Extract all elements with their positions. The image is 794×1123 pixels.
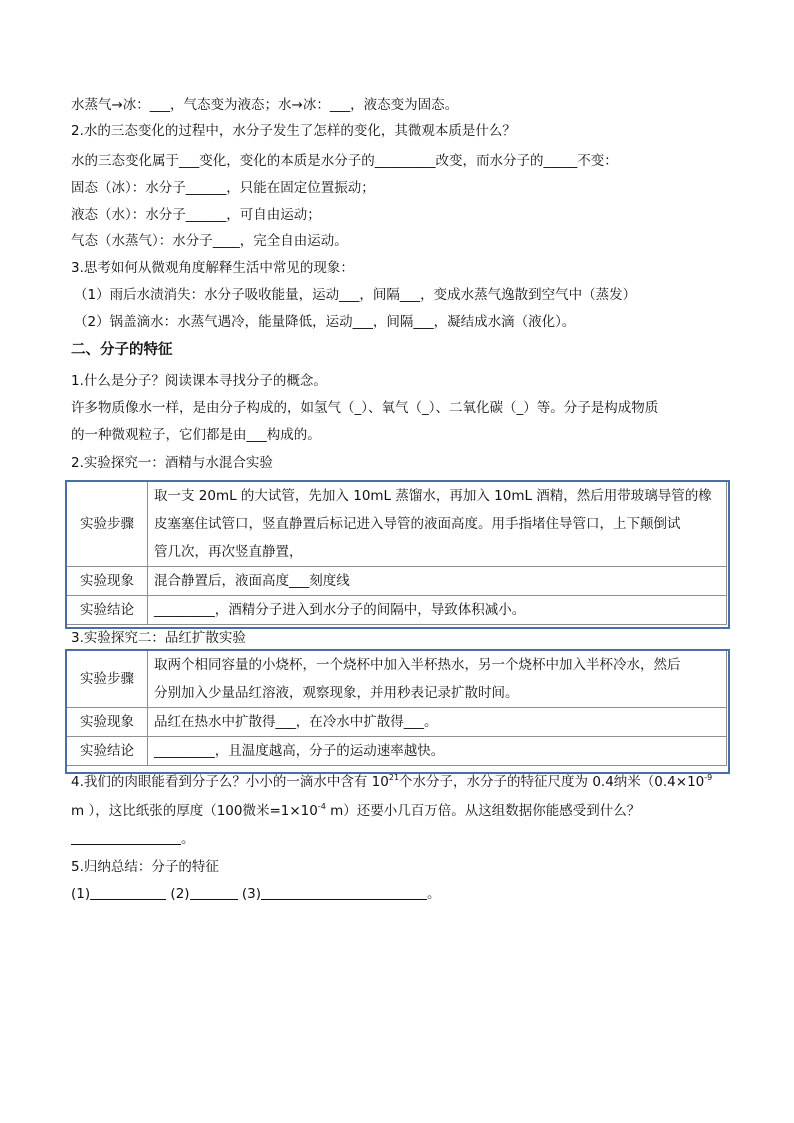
answer-blank[interactable] bbox=[190, 885, 238, 900]
text-line: 水蒸气→冰：___，气态变为液态；水→冰：___，液态变为固态。 bbox=[71, 97, 459, 113]
row-label: 实验结论 bbox=[67, 737, 148, 766]
answer-blank[interactable] bbox=[71, 830, 181, 845]
text-line: 固态（冰）：水分子______，只能在固定位置振动； bbox=[71, 180, 375, 196]
row-content: 混合静置后，液面高度___刻度线 bbox=[148, 567, 727, 596]
row-label: 实验步骤 bbox=[67, 651, 148, 708]
experiment-1-table bbox=[66, 481, 727, 625]
text-line: （2）锅盖滴水：水蒸气遇冷，能量降低，运动___，间隔___，凝结成水滴（液化）。 bbox=[74, 314, 576, 330]
text-line: m ），这比纸张的厚度（100微米$=1\times 10^{-4}$ m）还要小几百万倍。从这组数据你能感受到什么？ bbox=[71, 802, 641, 819]
row-content: 品红在热水中扩散得___，在冷水中扩散得___。 bbox=[148, 708, 727, 737]
answer-line: 。 bbox=[71, 829, 195, 849]
row-label: 实验现象 bbox=[67, 708, 148, 737]
text-line: 液态（水）：水分子______，可自由运动； bbox=[71, 207, 321, 223]
experiment-1-title: 2.实验探究一：酒精与水混合实验 bbox=[71, 455, 273, 471]
text-line: 许多物质像水一样，是由分子构成的，如氢气（_）、氧气（_）、二氧化碳（_）等。分子是构成物质 bbox=[71, 400, 659, 416]
row-content: _________，酒精分子进入到水分子的间隔中，导致体积减小。 bbox=[148, 596, 727, 625]
text-line: 水的三态变化属于___变化，变化的本质是水分子的_________改变，而水分子的_____不变： bbox=[71, 153, 618, 169]
table-row bbox=[67, 737, 727, 766]
text-line: （1）雨后水渍消失：水分子吸收能量，运动___，间隔___，变成水蒸气逸散到空气中（蒸发） bbox=[74, 287, 637, 303]
row-content: 取一支 20mL 的大试管，先加入 10mL 蒸馏水，再加入 10mL 酒精，然后用带玻璃导管的橡 皮塞塞住试管口，竖直静置后标记进入导管的液面高度。用手指堵住导管口，上下颠倒试 管几次，再次竖直静置， bbox=[148, 482, 727, 567]
question-2: 2.水的三态变化的过程中，水分子发生了怎样的变化，其微观本质是什么？ bbox=[71, 123, 516, 139]
question-5: 5.归纳总结：分子的特征 bbox=[71, 859, 219, 875]
question-1: 1.什么是分子？阅读课本寻找分子的概念。 bbox=[71, 373, 327, 389]
row-content: _________，且温度越高，分子的运动速率越快。 bbox=[148, 737, 727, 766]
answer-blank[interactable] bbox=[261, 885, 427, 900]
table-row bbox=[67, 596, 727, 625]
question-4: 4.我们的肉眼能看到分子么？小小的一滴水中含有 $10^{21}$个水分子，水分子的特征尺度为 0.4纳米（$0.4\times 10^{-9}$ bbox=[71, 773, 713, 790]
experiment-2-title: 3.实验探究二：品红扩散实验 bbox=[71, 630, 246, 646]
row-label: 实验现象 bbox=[67, 567, 148, 596]
table-row bbox=[67, 482, 727, 567]
text-line: 气态（水蒸气）：水分子____，完全自由运动。 bbox=[71, 233, 348, 249]
table-row bbox=[67, 567, 727, 596]
answer-blank[interactable] bbox=[90, 885, 166, 900]
answer-line: (1) (2) (3) 。 bbox=[71, 886, 441, 902]
experiment-2-table bbox=[66, 650, 727, 766]
table-row bbox=[67, 651, 727, 708]
row-label: 实验步骤 bbox=[67, 482, 148, 567]
text-line: 的一种微观粒子，它们都是由___构成的。 bbox=[71, 427, 321, 443]
row-content: 取两个相同容量的小烧杯，一个烧杯中加入半杯热水，另一个烧杯中加入半杯冷水，然后 分别加入少量品红溶液，观察现象，并用秒表记录扩散时间。 bbox=[148, 651, 727, 708]
section-heading: 二、分子的特征 bbox=[71, 342, 173, 358]
row-label: 实验结论 bbox=[67, 596, 148, 625]
question-3: 3.思考如何从微观角度解释生活中常见的现象： bbox=[71, 260, 354, 276]
table-row bbox=[67, 708, 727, 737]
